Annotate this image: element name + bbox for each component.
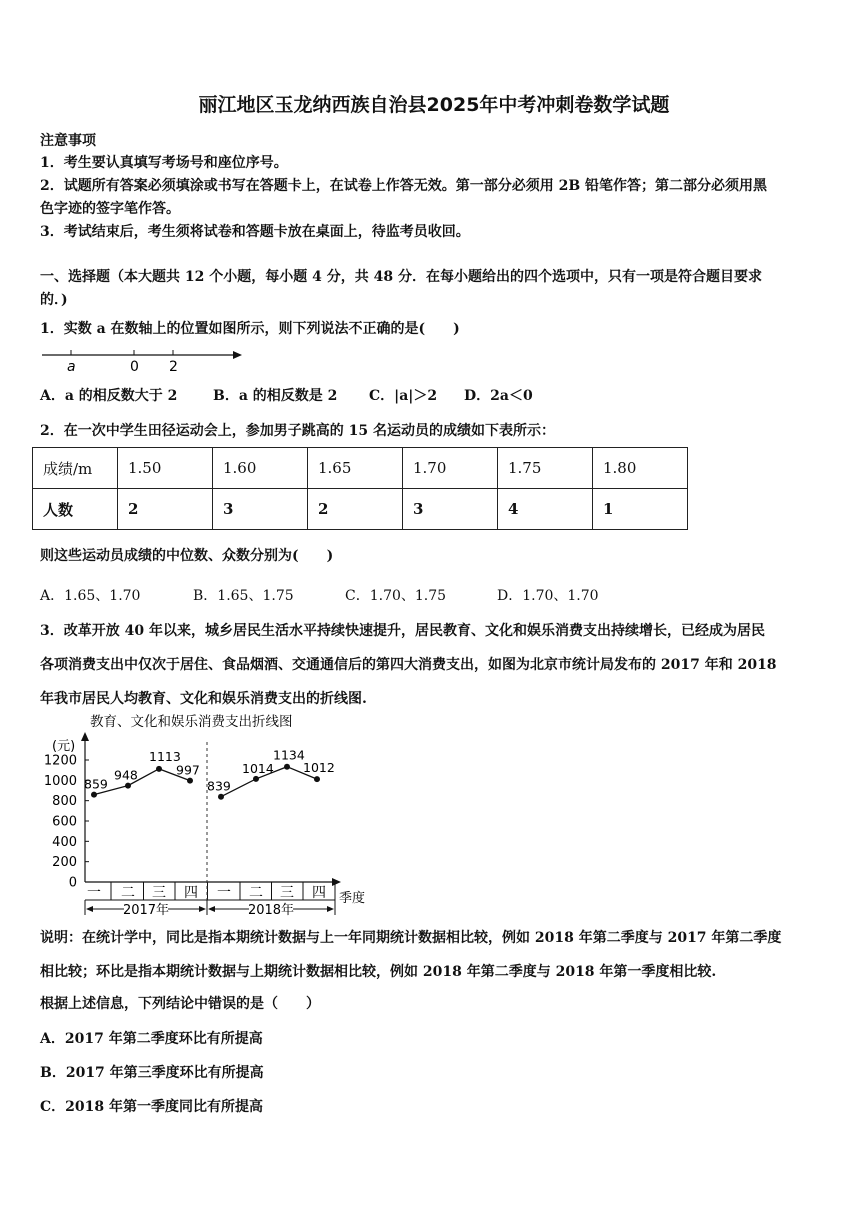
table-cell: 1.80 <box>593 448 688 489</box>
table-cell: 4 <box>498 489 593 530</box>
y-tick-label: 200 <box>52 855 77 871</box>
data-label: 1113 <box>149 748 181 764</box>
data-point <box>91 792 97 798</box>
table-row <box>33 448 688 489</box>
table-cell: 1.50 <box>118 448 213 489</box>
notice-heading: 注意事项 <box>40 133 96 149</box>
year-label: 2017年 <box>122 903 170 918</box>
q1-option-a: A．a 的相反数大于 2 <box>40 388 178 404</box>
x-tick-label: 一 <box>87 885 101 901</box>
bracket-arrow <box>199 906 206 912</box>
notice-item: 1．考生要认真填写考场号和座位序号。 <box>40 155 288 171</box>
bracket-arrow <box>327 906 334 912</box>
data-point <box>218 794 224 800</box>
label-0: 0 <box>130 359 139 375</box>
y-tick-label: 1200 <box>43 753 77 769</box>
table-cell: 1.60 <box>213 448 308 489</box>
data-point <box>314 776 320 782</box>
q1-stem: 1．实数 a 在数轴上的位置如图所示，则下列说法不正确的是( ) <box>40 321 460 337</box>
label-2: 2 <box>169 359 178 375</box>
notice-item: 3．考试结束后，考生须将试卷和答题卡放在桌面上，待监考员收回。 <box>40 224 470 240</box>
notice-item: 2．试题所有答案必须填涂或书写在答题卡上，在试卷上作答无效。第一部分必须用 2B 铅笔作答；第二部分必须用黑 <box>40 178 768 194</box>
data-label: 1014 <box>242 760 274 776</box>
bracket-arrow <box>86 906 93 912</box>
q2-option-a: A．1.65、1.70 <box>40 588 141 604</box>
x-axis-arrow <box>332 878 341 886</box>
q2-option-d: D．1.70、1.70 <box>497 588 599 604</box>
table-cell: 1.70 <box>403 448 498 489</box>
q3-option-c: C．2018 年第一季度同比有所提高 <box>40 1099 263 1115</box>
data-point <box>187 778 193 784</box>
label-a: a <box>67 359 76 375</box>
data-label: 997 <box>176 762 200 778</box>
section-heading-cont: 的．) <box>40 292 68 308</box>
x-tick-label: 三 <box>152 885 166 901</box>
data-point <box>156 766 162 772</box>
q2-question: 则这些运动员成绩的中位数、众数分别为( ) <box>40 548 334 564</box>
x-axis-label: 季度 <box>339 891 366 906</box>
y-tick-label: 600 <box>52 814 77 830</box>
table-cell: 2 <box>118 489 213 530</box>
q3-stem-line3: 年我市居民人均教育、文化和娱乐消费支出的折线图. <box>40 691 367 707</box>
q3-question: 根据上述信息，下列结论中错误的是（ ） <box>40 996 320 1012</box>
table-cell: 1.65 <box>308 448 403 489</box>
x-tick-label: 二 <box>249 885 263 901</box>
section-heading: 一、选择题（本大题共 12 个小题，每小题 4 分，共 48 分．在每小题给出的四个选项中，只有一项是符合题目要求 <box>40 269 762 285</box>
y-axis-label: (元) <box>52 739 76 754</box>
x-tick-label: 二 <box>121 885 135 901</box>
x-tick-label: 三 <box>280 885 294 901</box>
scores-table <box>32 447 688 530</box>
y-tick-label: 800 <box>52 794 77 810</box>
y-tick-label: 0 <box>68 875 77 891</box>
table-cell: 2 <box>308 489 403 530</box>
x-tick-label: 一 <box>217 885 231 901</box>
table-cell: 1 <box>593 489 688 530</box>
bracket-arrow <box>208 906 215 912</box>
data-point <box>125 783 131 789</box>
q1-option-c: C．|a|＞2 <box>369 388 438 404</box>
data-label: 859 <box>84 776 108 792</box>
x-tick-label: 四 <box>312 885 326 901</box>
y-tick-label: 400 <box>52 834 77 850</box>
x-tick-label: 四 <box>184 885 198 901</box>
line-chart <box>30 712 390 922</box>
table-cell: 3 <box>403 489 498 530</box>
q1-option-b: B．a 的相反数是 2 <box>213 388 338 404</box>
y-axis-arrow <box>81 732 89 741</box>
q3-option-b: B．2017 年第三季度环比有所提高 <box>40 1065 264 1081</box>
data-point <box>284 764 290 770</box>
page-title: 丽江地区玉龙纳西族自治县2025年中考冲刺卷数学试题 <box>198 94 670 116</box>
notice-item: 色字迹的签字笔作答。 <box>40 201 180 217</box>
table-cell: 成绩/m <box>33 448 118 489</box>
chart-title: 教育、文化和娱乐消费支出折线图 <box>90 714 293 730</box>
q3-option-a: A．2017 年第二季度环比有所提高 <box>40 1031 263 1047</box>
data-label: 1012 <box>303 760 335 776</box>
table-row <box>33 489 688 530</box>
q2-option-b: B．1.65、1.75 <box>193 588 294 604</box>
q3-stem-line2: 各项消费支出中仅次于居住、食品烟酒、交通通信后的第四大消费支出，如图为北京市统计局发布的 2017 年和 2018 <box>40 657 777 673</box>
number-line <box>38 343 248 377</box>
data-point <box>253 776 259 782</box>
data-label: 839 <box>207 778 231 794</box>
q3-stem-line1: 3．改革开放 40 年以来，城乡居民生活水平持续快速提升，居民教育、文化和娱乐消费支出持续增长，已经成为居民 <box>40 623 765 639</box>
year-label: 2018年 <box>247 903 295 918</box>
data-label: 948 <box>114 767 138 783</box>
y-tick-label: 1000 <box>43 773 77 789</box>
q2-option-c: C．1.70、1.75 <box>345 588 447 604</box>
q2-stem: 2．在一次中学生田径运动会上，参加男子跳高的 15 名运动员的成绩如下表所示： <box>40 423 555 439</box>
q3-explain-line2: 相比较；环比是指本期统计数据与上期统计数据相比较，例如 2018 年第二季度与 2018 年第一季度相比较. <box>40 964 717 980</box>
data-label: 1134 <box>273 747 305 763</box>
q1-option-d: D．2a＜0 <box>464 388 533 404</box>
number-line-arrow <box>233 351 242 359</box>
table-cell: 人数 <box>33 489 118 530</box>
table-cell: 1.75 <box>498 448 593 489</box>
q3-explain-line1: 说明：在统计学中，同比是指本期统计数据与上一年同期统计数据相比较，例如 2018 年第二季度与 2017 年第二季度 <box>40 930 782 946</box>
table-cell: 3 <box>213 489 308 530</box>
